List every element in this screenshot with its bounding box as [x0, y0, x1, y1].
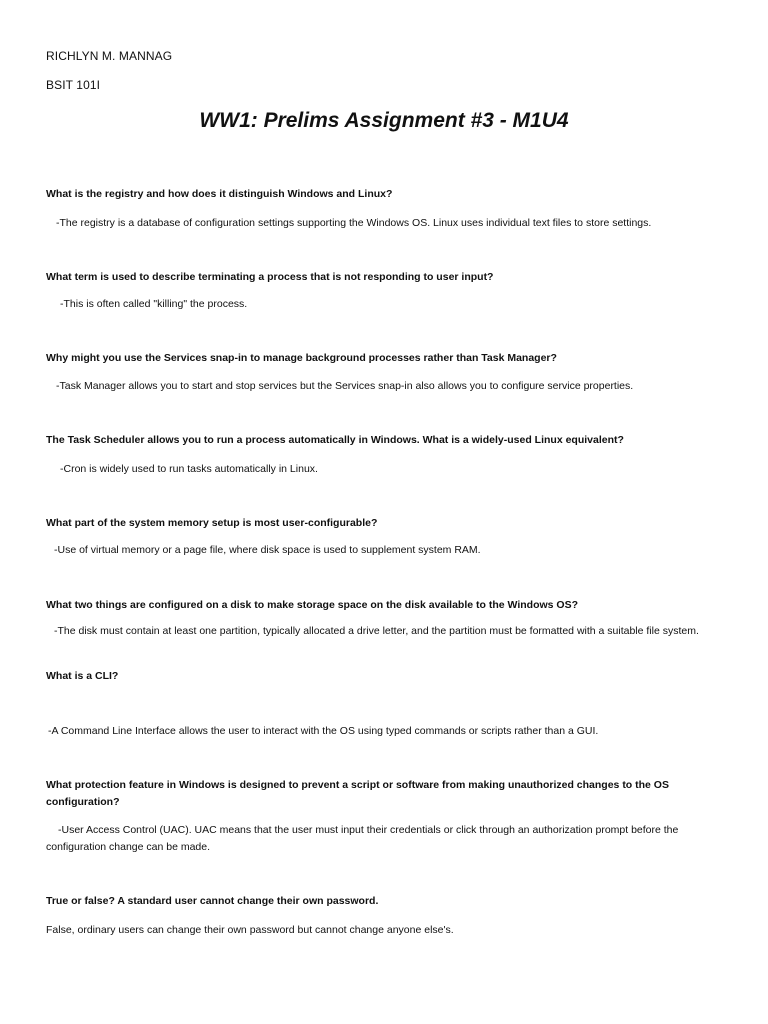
- answer-9: False, ordinary users can change their own password but cannot change anyone else's.: [46, 924, 454, 936]
- question-2: What term is used to describe terminating a process that is not responding to user input?: [46, 271, 494, 283]
- answer-7: -A Command Line Interface allows the user to interact with the OS using typed commands or scripts rather than a GUI.: [48, 725, 599, 737]
- course-section: BSIT 101I: [46, 78, 101, 92]
- page-title: WW1: Prelims Assignment #3 - M1U4: [199, 109, 569, 132]
- answer-8: -User Access Control (UAC). UAC means that the user must input their credentials or click through an authorization prompt before the configuration change can be made.: [46, 824, 679, 853]
- answer-4: -Cron is widely used to run tasks automatically in Linux.: [60, 463, 318, 475]
- question-5: What part of the system memory setup is most user-configurable?: [46, 517, 378, 529]
- answer-1: -The registry is a database of configuration settings supporting the Windows OS. Linux uses individual text files to store settings.: [56, 217, 652, 229]
- question-9: True or false? A standard user cannot change their own password.: [46, 895, 379, 907]
- question-4: The Task Scheduler allows you to run a process automatically in Windows. What is a widely-used Linux equivalent?: [46, 434, 624, 446]
- question-1: What is the registry and how does it distinguish Windows and Linux?: [46, 188, 393, 200]
- answer-6: -The disk must contain at least one partition, typically allocated a drive letter, and the partition must be formatted with a suitable file system.: [54, 625, 699, 637]
- question-6: What two things are configured on a disk to make storage space on the disk available to the Windows OS?: [46, 599, 578, 611]
- answer-5: -Use of virtual memory or a page file, where disk space is used to supplement system RAM.: [54, 544, 481, 556]
- author-name: RICHLYN M. MANNAG: [46, 49, 173, 63]
- question-3: Why might you use the Services snap-in to manage background processes rather than Task Manager?: [46, 352, 557, 364]
- question-7: What is a CLI?: [46, 670, 119, 682]
- answer-3: -Task Manager allows you to start and stop services but the Services snap-in also allows you to configure service properties.: [56, 380, 634, 392]
- question-8: What protection feature in Windows is designed to prevent a script or software from making unauthorized changes to the OS configuration?: [46, 779, 669, 808]
- answer-2: -This is often called "killing" the process.: [60, 298, 248, 310]
